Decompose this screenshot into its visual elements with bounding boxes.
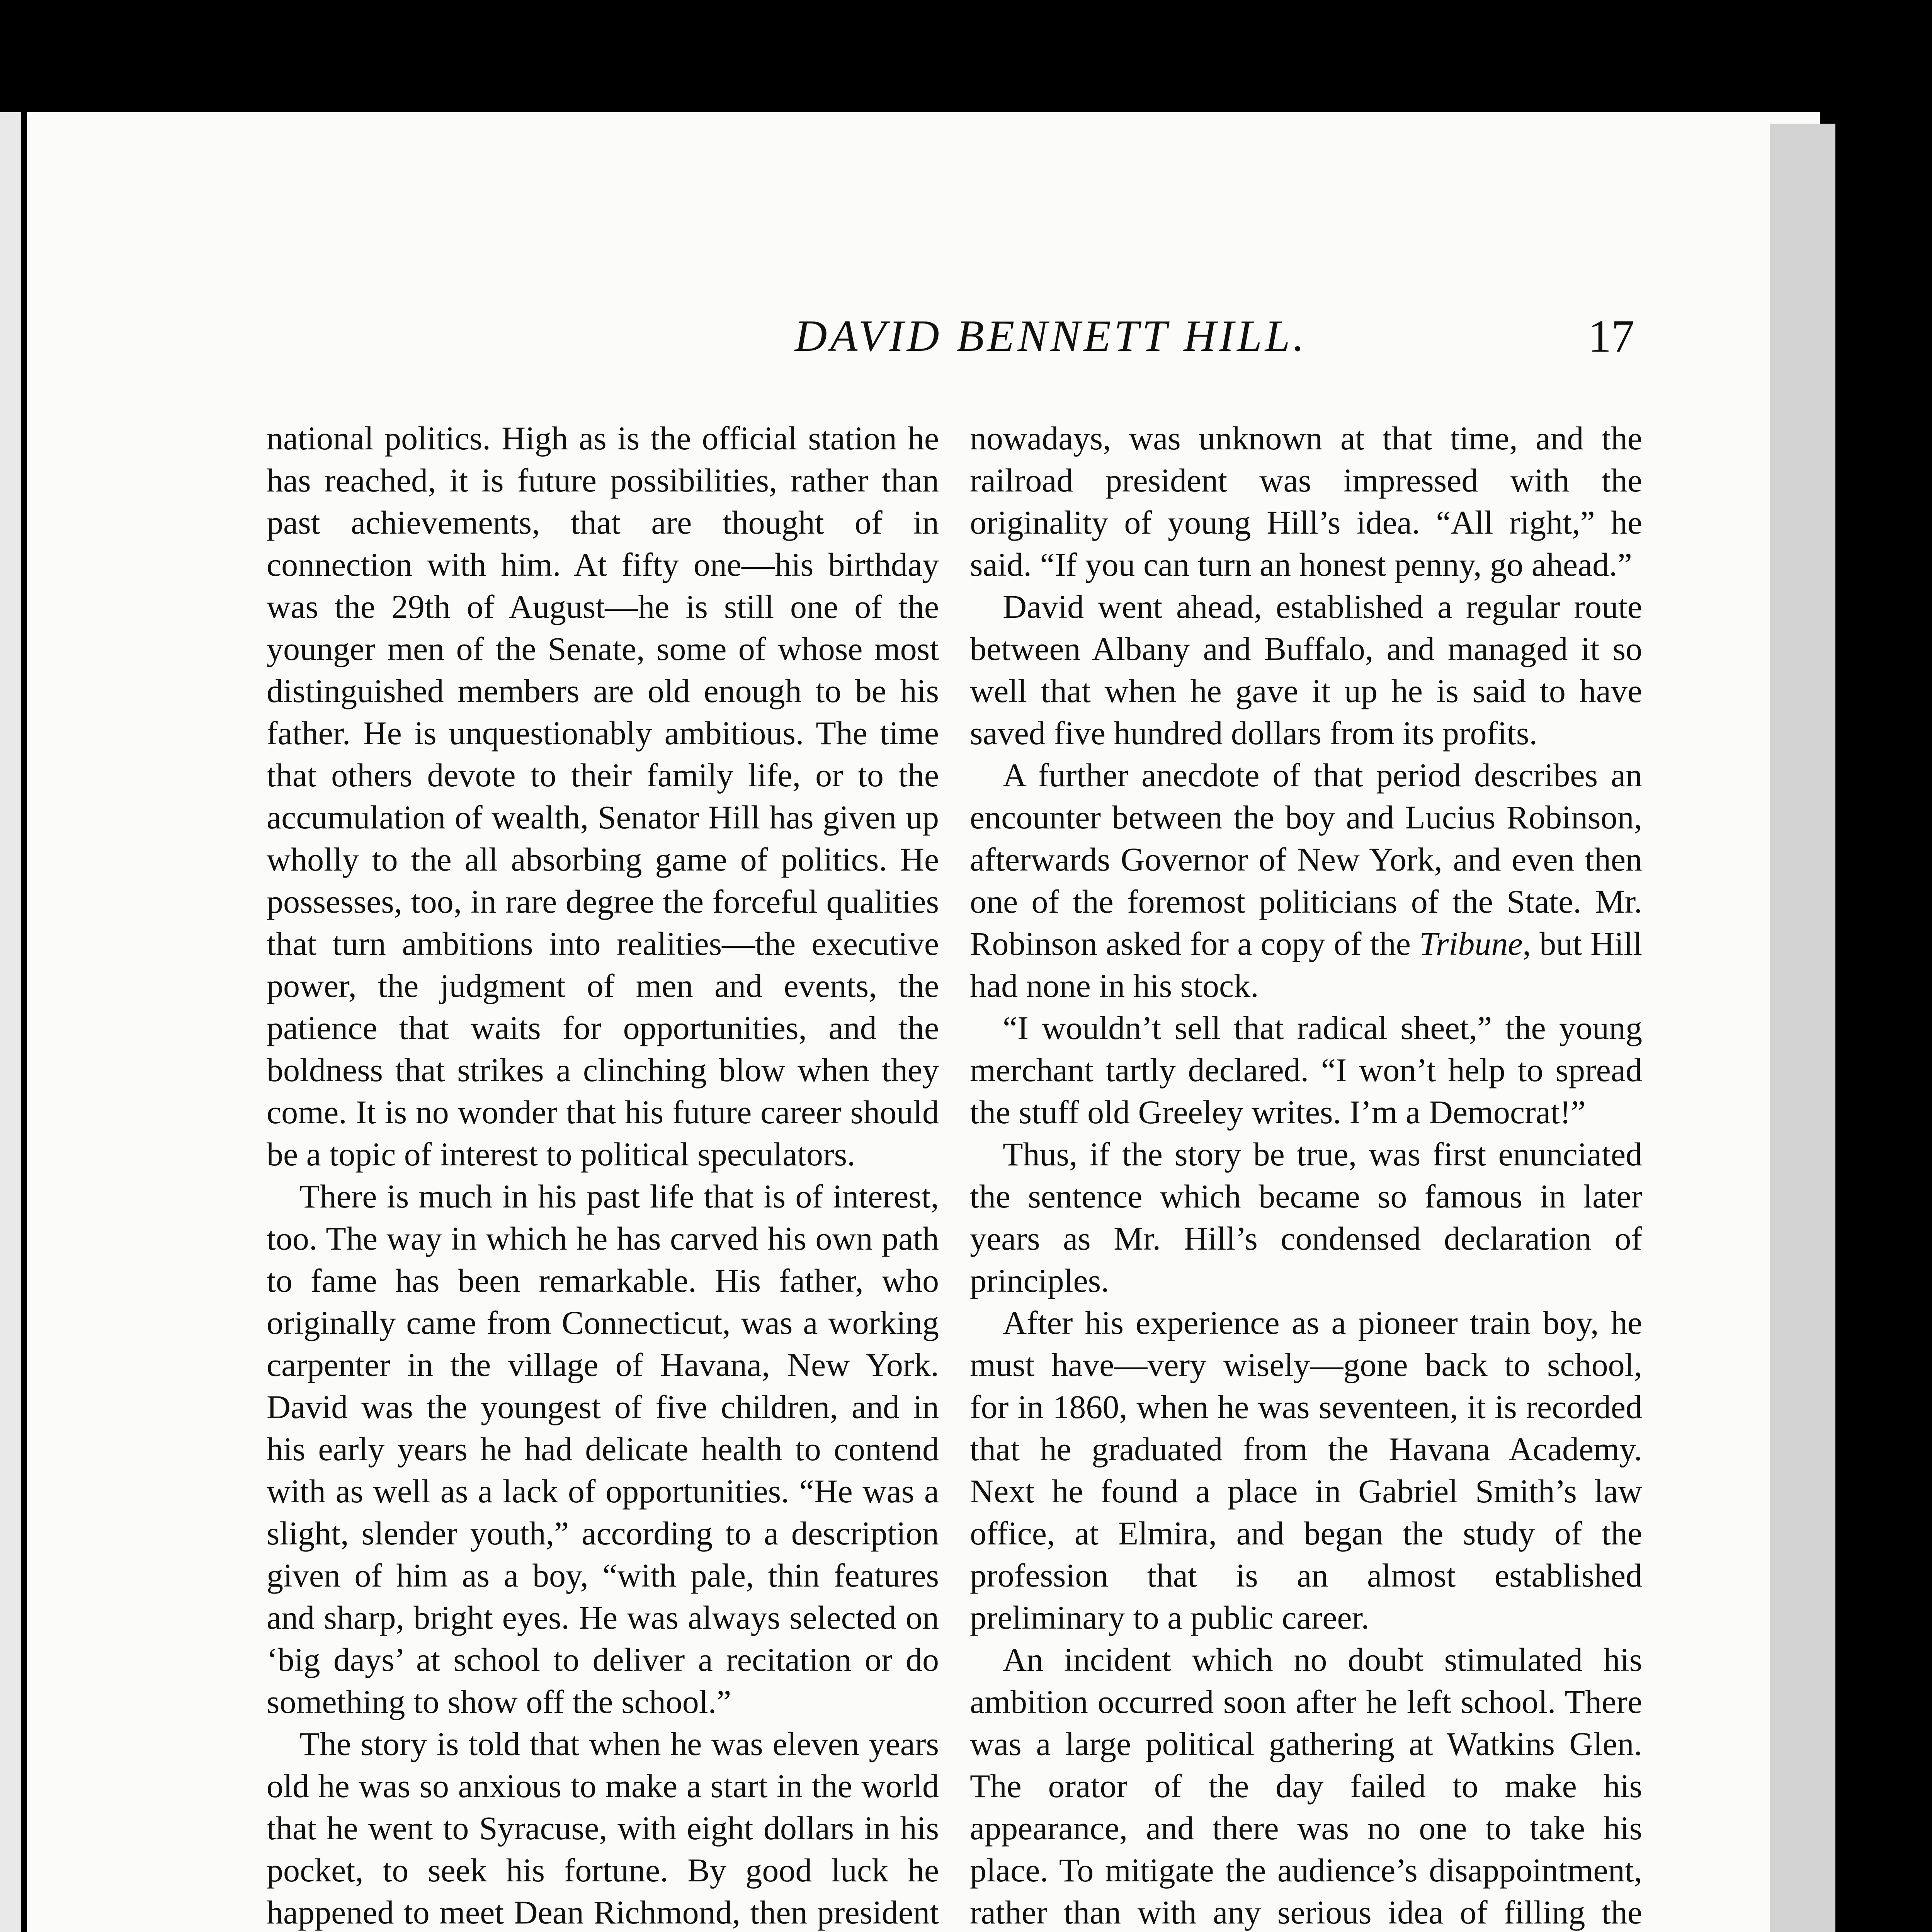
paragraph: national politics. High as is the official station he has reached, it is future possibilities, rather than past achievements, that are thought of in connection with him. At fifty one—his birthday was the 29th of August—he is still one of the younger men of the Senate, some of whose most distinguished members are old enough to be his father. He is unquestionably ambitious. The time that others devote to their family life, or to the accumulation of wealth, Senator Hill has given up wholly to the all absorbing game of politics. He possesses, too, in rare degree the forceful qualities that turn ambitions into realities—the executive power, the judgment of men and events, the patience that waits for opportunities, and the boldness that strikes a clinching blow when they come. It is no wonder that his future career should be a topic of interest to political speculators.	[267, 420, 939, 1173]
right-column	[970, 417, 1642, 1932]
paragraph: An incident which no doubt stimulated his ambition occurred soon after he left school. There was a large political gathering at Watkins Glen. The orator of the day failed to make his appearance, and there was no one to take his place. To mitigate the audience’s disappointment, rather than with any serious idea of filling the	[970, 1641, 1642, 1931]
page-header	[665, 309, 1662, 371]
paragraph: The story is told that when he was eleven years old he was so anxious to make a start in the world that he went to Syracuse, with eight dollars in his pocket, to seek his fortune. By good luck he happened to meet Dean Richmond, then president	[267, 1725, 939, 1931]
paragraph: “I wouldn’t sell that radical sheet,” the young merchant tartly declared. “I won’t help to spread the stuff old Greeley writes. I’m a Democrat!”	[970, 1009, 1642, 1131]
text-run: , but Hill had none in his stock.	[970, 925, 1642, 1004]
paragraph: nowadays, was unknown at that time, and the railroad president was impressed with the originality of young Hill’s idea. “All right,” he said. “If you can turn an honest penny, go ahead.”	[970, 420, 1642, 583]
text-run: A further anecdote of that period describes an encounter between the boy and Lucius Robinson, afterwards Governor of New York, and even then one of the foremost politicians of the State. Mr. Robinson asked for a copy of the	[970, 757, 1642, 962]
paragraph: After his experience as a pioneer train boy, he must have—very wisely—gone back to school, for in 1860, when he was seventeen, it is recorded that he graduated from the Havana Academy. Next he found a place in Gabriel Smith’s law office, at Elmira, and began the study of the profession that is an almost established preliminary to a public career.	[970, 1304, 1642, 1636]
page-edge-shadow	[1770, 124, 1835, 1932]
paragraph: There is much in his past life that is of interest, too. The way in which he has carved his own path to fame has been remarkable. His father, who originally came from Connecticut, was a working carpenter in the village of Havana, New York. David was the youngest of five children, and in his early years he had delicate health to contend with as well as a lack of opportunities. “He was a slight, slender youth,” according to a description given of him as a boy, “with pale, thin features and sharp, bright eyes. He was always selected on ‘big days’ at school to deliver a recitation or do something to show off the school.”	[267, 1178, 939, 1720]
left-column	[267, 417, 939, 1932]
running-head: DAVID BENNETT HILL.	[794, 311, 1308, 361]
newspaper-title: Tribune	[1419, 925, 1523, 962]
paragraph: Thus, if the story be true, was first enunciated the sentence which became so famous in later years as Mr. Hill’s condensed declaration of principles.	[970, 1136, 1642, 1299]
paragraph: David went ahead, established a regular route between Albany and Buffalo, and managed it so well that when he gave it up he is said to have saved five hundred dollars from its profits.	[970, 588, 1642, 752]
paragraph	[970, 754, 1642, 1007]
page-number: 17	[1588, 310, 1634, 362]
previous-page-edge	[0, 112, 21, 1932]
